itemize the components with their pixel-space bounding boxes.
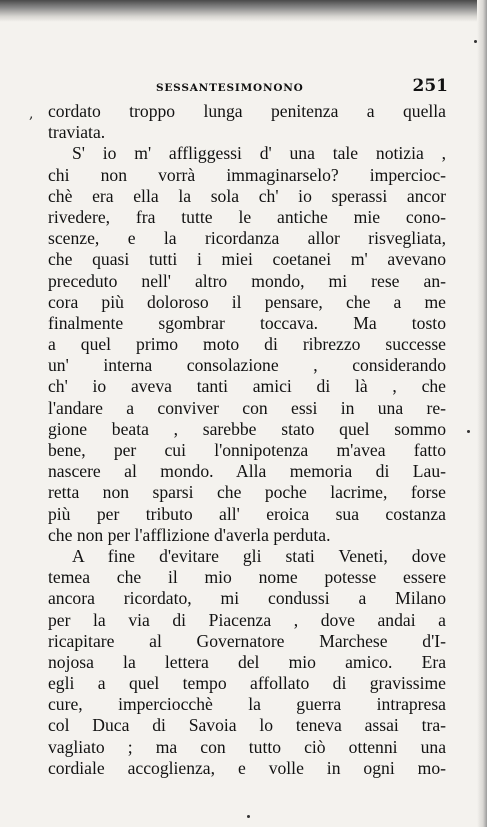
text-line: chi non vorrà immaginarselo? impercioc- <box>48 164 446 185</box>
text-line: retta non sparsi che poche lacrime, forse <box>48 482 446 503</box>
body-text <box>48 101 446 779</box>
ink-speck <box>467 430 470 433</box>
text-line: a quel primo moto di ribrezzo successe <box>48 334 446 355</box>
text-line: cure, imperciocchè la guerra intrapresa <box>48 694 446 715</box>
text-line: vagliato ; ma con tutto ciò ottenni una <box>48 736 446 757</box>
text-line: rivedere, fra tutte le antiche mie cono- <box>48 206 446 227</box>
text-line: cora più doloroso il pensare, che a me <box>48 291 446 312</box>
text-line: preceduto nell' altro mondo, mi rese an- <box>48 270 446 291</box>
text-line: un' interna consolazione , considerando <box>48 355 446 376</box>
text-line: col Duca di Savoia lo teneva assai tra- <box>48 715 446 736</box>
text-line: ancora ricordato, mi condussi a Milano <box>48 588 446 609</box>
text-line: ricapitare al Governatore Marchese d'I- <box>48 630 446 651</box>
running-title: SESSANTESIMONONO <box>156 82 304 94</box>
ink-speck <box>247 815 250 818</box>
text-line: scenze, e la ricordanza allor risvegliata, <box>48 228 446 249</box>
page-number: 251 <box>412 76 448 96</box>
text-line: cordiale accoglienza, e volle in ogni mo- <box>48 757 446 778</box>
text-line: temea che il mio nome potesse essere <box>48 567 446 588</box>
text-line: gione beata , sarebbe stato quel sommo <box>48 418 446 439</box>
text-line: S' io m' affliggessi d' una tale notizia , <box>72 143 446 164</box>
page-header <box>48 76 448 102</box>
margin-mark: , <box>29 106 34 122</box>
text-line: finalmente sgombrar toccava. Ma tosto <box>48 312 446 333</box>
page-right-shadow <box>477 0 487 827</box>
text-line: nascere al mondo. Alla memoria di Lau- <box>48 461 446 482</box>
text-line: nojosa la lettera del mio amico. Era <box>48 651 446 672</box>
ink-speck <box>474 40 477 43</box>
text-line: bene, per cui l'onnipotenza m'avea fatto <box>48 440 446 460</box>
text-line: chè era ella la sola ch' io sperassi ancor <box>48 185 446 206</box>
text-line: cordato troppo lunga penitenza a quella <box>48 101 446 121</box>
text-line: egli a quel tempo affollato di gravissime <box>48 673 446 694</box>
text-line: per la via di Piacenza , dove andai a <box>48 609 446 630</box>
text-line: A fine d'evitare gli stati Veneti, dove <box>72 545 446 566</box>
text-line: ch' io aveva tanti amici di là , che <box>48 376 446 397</box>
text-line: traviata. <box>48 122 106 143</box>
page-top-shadow <box>0 0 487 22</box>
text-line: più per tributo all' eroica sua costanza <box>48 503 446 524</box>
text-line: che quasi tutti i miei coetanei m' avevano <box>48 249 446 270</box>
text-line: l'andare a conviver con essi in una re- <box>48 397 446 418</box>
text-line: che non per l'afflizione d'averla perduta. <box>48 524 331 545</box>
